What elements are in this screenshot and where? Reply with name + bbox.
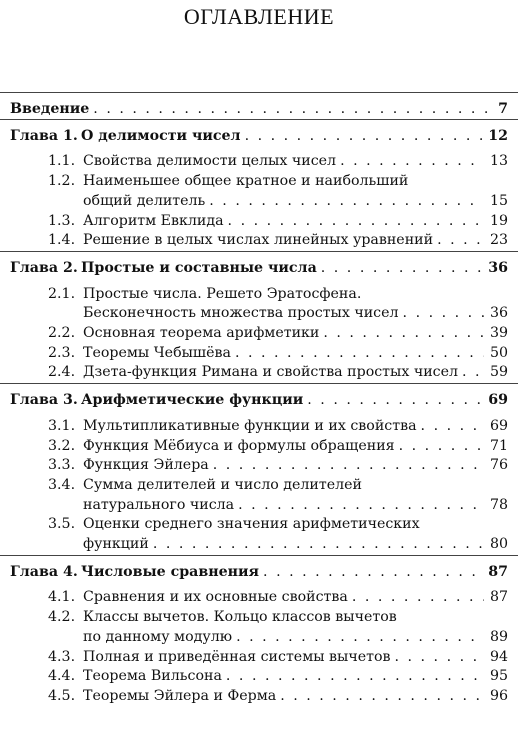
entry-title: Мультипликативные функции и их свойства [83, 417, 417, 434]
page-number: 36 [489, 305, 508, 322]
toc-entry-section[interactable] [0, 647, 518, 667]
toc-entry-section[interactable] [0, 151, 518, 171]
leader-dots [321, 258, 482, 278]
toc-entry-section[interactable] [0, 211, 518, 231]
entry-line [83, 495, 508, 515]
toc-entry-section[interactable] [0, 191, 518, 211]
toc-entry-section[interactable] [0, 495, 518, 515]
entry-title: Основная теорема арифметики [83, 325, 320, 341]
entry-number: 3.4. [48, 476, 76, 493]
entry-title: Простые и составные числа [81, 259, 317, 276]
section-divider [0, 92, 518, 93]
leader-dots [437, 230, 484, 250]
page-number: 12 [488, 127, 508, 144]
entry-title: Теоремы Эйлера и Ферма [83, 687, 277, 704]
entry-line [83, 627, 508, 647]
entry-line [83, 587, 508, 607]
entry-line [83, 416, 508, 436]
entry-title: Функция Мёбиуса и формулы обращения [83, 437, 395, 454]
toc-entry-section[interactable] [0, 362, 518, 382]
leader-dots [394, 647, 483, 667]
page-number: 50 [489, 344, 508, 361]
entry-number: Глава 2. [10, 259, 78, 276]
page-number: 19 [489, 212, 508, 229]
toc-entry-section[interactable] [0, 416, 518, 436]
entry-line [83, 230, 508, 250]
toc-entry-section[interactable] [0, 587, 518, 607]
section-divider [0, 119, 518, 120]
page-number: 76 [489, 457, 508, 474]
entry-number: 3.2. [48, 437, 76, 454]
entry-number: 1.4. [48, 232, 76, 249]
entry-number: 4.1. [48, 589, 76, 606]
toc-entry-chapter[interactable] [0, 562, 518, 582]
toc-entry-chapter[interactable] [0, 390, 518, 410]
entry-title: по данному модулю [83, 628, 233, 645]
entry-number: 1.1. [48, 153, 76, 170]
entry-title: Решение в целых числах линейных уравнений [83, 232, 434, 249]
leader-dots [307, 390, 482, 410]
toc-entry-section[interactable] [0, 514, 518, 534]
entry-line [81, 126, 508, 146]
entry-line [83, 647, 508, 667]
toc-entry-section[interactable] [0, 534, 518, 554]
entry-line [81, 390, 508, 410]
entry-line [10, 99, 508, 119]
entry-title: Сравнения и их основные свойства [83, 589, 348, 606]
leader-dots [323, 323, 484, 343]
page-number: 69 [488, 392, 508, 409]
toc-entry-section[interactable] [0, 284, 518, 304]
entry-line [83, 284, 508, 304]
entry-title: Оценки среднего значения арифметических [83, 516, 420, 533]
page-number: 7 [498, 101, 508, 117]
entry-title: Классы вычетов. Кольцо классов вычетов [83, 609, 397, 626]
entry-number: 2.1. [48, 285, 76, 302]
page-number: 15 [489, 192, 508, 209]
leader-dots [228, 211, 484, 231]
entry-title: Арифметические функции [81, 392, 304, 409]
entry-title: общий делитель [83, 192, 206, 209]
entry-title: Наименьшее общее кратное и наибольший [83, 173, 409, 190]
entry-title: Алгоритм Евклида [83, 212, 224, 229]
entry-number: 2.2. [48, 325, 76, 341]
page-number: 78 [489, 496, 508, 513]
page-number: 80 [489, 536, 508, 552]
section-divider [0, 383, 518, 384]
entry-number: 1.3. [48, 212, 76, 229]
page-number: 94 [489, 648, 508, 665]
toc-entry-section[interactable] [0, 627, 518, 647]
page-number: 96 [489, 687, 508, 704]
entry-line [83, 151, 508, 171]
leader-dots [93, 99, 488, 119]
section-divider [0, 555, 518, 556]
toc-entry-chapter[interactable] [0, 258, 518, 278]
entry-title: Бесконечность множества простых чисел [83, 305, 399, 322]
toc-entry-section[interactable] [0, 171, 518, 191]
entry-line [83, 534, 508, 554]
toc-entry-introduction[interactable] [0, 99, 518, 119]
entry-line [83, 211, 508, 231]
page-number: 87 [488, 563, 508, 580]
entry-line [83, 666, 508, 686]
toc-entry-section[interactable] [0, 475, 518, 495]
leader-dots [209, 191, 484, 211]
entry-line [83, 343, 508, 363]
entry-number: 4.2. [48, 609, 76, 626]
entry-title: Числовые сравнения [81, 563, 260, 580]
section-divider [0, 251, 518, 252]
entry-line [83, 171, 508, 191]
leader-dots [213, 455, 484, 475]
entry-number: 1.2. [48, 173, 76, 190]
entry-line [83, 514, 508, 534]
entry-title: О делимости чисел [81, 127, 241, 144]
toc-entry-section[interactable] [0, 666, 518, 686]
entry-number: Глава 4. [10, 563, 78, 580]
leader-dots [235, 343, 484, 363]
entry-line [83, 362, 508, 382]
leader-dots [280, 686, 484, 706]
toc-entry-section[interactable] [0, 607, 518, 627]
leader-dots [399, 436, 484, 456]
entry-title: Теорема Вильсона [83, 668, 222, 685]
leader-dots [462, 362, 484, 382]
page-number: 23 [489, 232, 508, 249]
toc-entry-section[interactable] [0, 303, 518, 323]
entry-number: 3.5. [48, 516, 76, 533]
entry-title: функций [83, 536, 149, 552]
toc-entry-section[interactable] [0, 230, 518, 250]
leader-dots [421, 416, 484, 436]
toc-entry-chapter[interactable] [0, 126, 518, 146]
entry-title: натурального числа [83, 496, 235, 513]
leader-dots [238, 495, 484, 515]
entry-number: 4.3. [48, 648, 76, 665]
entry-line [81, 258, 508, 278]
entry-title: Дзета-функция Римана и свойства простых чисел [83, 364, 459, 381]
toc-entry-section[interactable] [0, 455, 518, 475]
entry-title: Теоремы Чебышёва [83, 344, 231, 361]
entry-number: 2.3. [48, 344, 76, 361]
leader-dots [153, 534, 484, 554]
page-number: 95 [489, 668, 508, 685]
entry-line [83, 455, 508, 475]
entry-number: Глава 3. [10, 392, 78, 409]
leader-dots [236, 627, 484, 647]
entry-number: 3.1. [48, 417, 76, 434]
leader-dots [226, 666, 484, 686]
entry-line [83, 323, 508, 343]
toc-entry-section[interactable] [0, 323, 518, 343]
toc-entry-section[interactable] [0, 343, 518, 363]
leader-dots [403, 303, 484, 323]
entry-title: Полная и приведённая системы вычетов [83, 648, 391, 665]
entry-number: 4.4. [48, 668, 76, 685]
entry-number: 4.5. [48, 687, 76, 704]
entry-line [83, 475, 508, 495]
page-number: 13 [489, 153, 508, 170]
page-number: 59 [489, 364, 508, 381]
page-number: 87 [489, 589, 508, 606]
entry-line [83, 607, 508, 627]
entry-number: Глава 1. [10, 127, 78, 144]
entry-title: Простые числа. Решето Эратосфена. [83, 285, 362, 302]
leader-dots [352, 587, 484, 607]
toc-entry-section[interactable] [0, 686, 518, 706]
entry-line [83, 436, 508, 456]
entry-title: Свойства делимости целых чисел [83, 153, 337, 170]
leader-dots [340, 151, 484, 171]
entry-number: 2.4. [48, 364, 76, 381]
page-number: 39 [489, 325, 508, 341]
page-number: 69 [489, 417, 508, 434]
entry-title: Введение [10, 101, 90, 117]
entry-line [83, 686, 508, 706]
page-number: 71 [489, 437, 508, 454]
toc-entry-section[interactable] [0, 436, 518, 456]
page-number: 89 [489, 628, 508, 645]
page-title: ОГЛАВЛЕНИЕ [183, 4, 335, 29]
leader-dots [263, 562, 482, 582]
page-number: 36 [488, 259, 508, 276]
entry-line [81, 562, 508, 582]
entry-line [83, 191, 508, 211]
leader-dots [245, 126, 483, 146]
entry-number: 3.3. [48, 457, 76, 474]
entry-title: Функция Эйлера [83, 457, 209, 474]
entry-title: Сумма делителей и число делителей [83, 476, 362, 493]
entry-line [83, 303, 508, 323]
